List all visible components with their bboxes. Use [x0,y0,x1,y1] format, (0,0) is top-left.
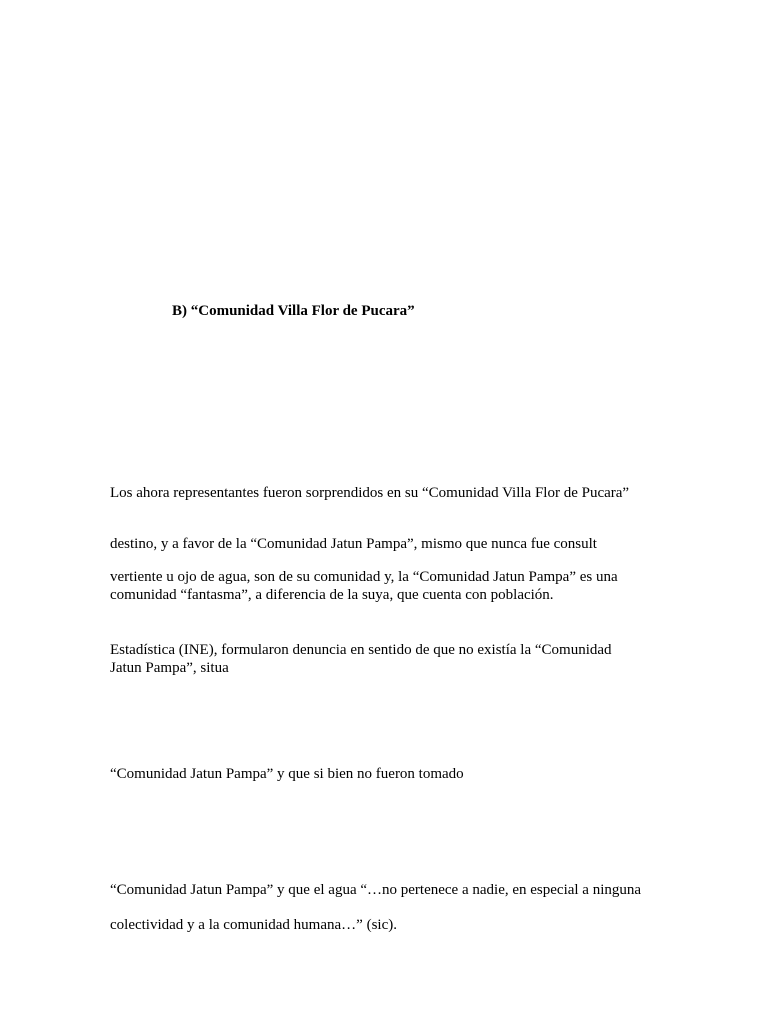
paragraph-line: comunidad “fantasma”, a diferencia de la suya, que cuenta con población. [110,587,554,603]
paragraph-line: destino, y a favor de la “Comunidad Jatun Pampa”, mismo que nunca fue consult [110,536,597,552]
paragraph-line: Estadística (INE), formularon denuncia en sentido de que no existía la “Comunidad [110,642,612,658]
paragraph-3 [110,568,670,604]
paragraph-7 [110,916,670,934]
paragraph-6 [110,881,670,899]
paragraph-2 [110,535,670,553]
paragraph-line: Jatun Pampa”, situa [110,660,229,676]
paragraph-4 [110,641,670,677]
paragraph-line: colectividad y a la comunidad humana…” (sic). [110,917,397,933]
paragraph-line: “Comunidad Jatun Pampa” y que el agua “…no pertenece a nadie, en especial a ninguna [110,882,642,898]
paragraph-1 [110,484,670,502]
paragraph-line: vertiente u ojo de agua, son de su comunidad y, la “Comunidad Jatun Pampa” es una [110,569,618,585]
paragraph-line: Los ahora representantes fueron sorprendidos en su “Comunidad Villa Flor de Pucara” [110,485,630,501]
section-heading: B) “Comunidad Villa Flor de Pucara” [172,303,415,319]
paragraph-line: “Comunidad Jatun Pampa” y que si bien no fueron tomado [110,766,464,782]
paragraph-5 [110,765,670,783]
